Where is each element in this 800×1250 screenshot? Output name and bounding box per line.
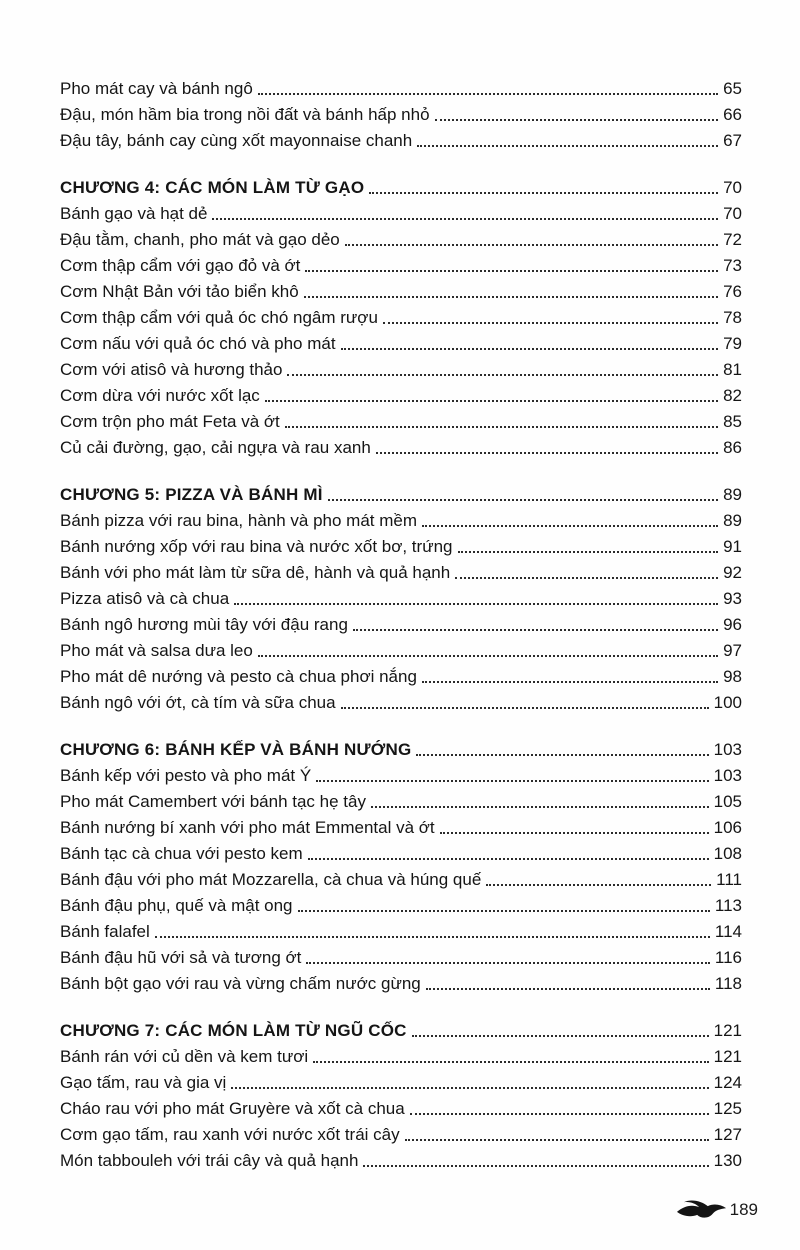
toc-entry-page: 124 xyxy=(713,1073,742,1092)
chapter-heading-title: CHƯƠNG 7: CÁC MÓN LÀM TỪ NGŨ CỐC xyxy=(60,1021,407,1040)
dot-leader xyxy=(341,348,719,350)
dot-leader xyxy=(313,1061,708,1063)
dot-leader xyxy=(440,832,709,834)
toc-entry-title: Cơm nấu với quả óc chó và pho mát xyxy=(60,334,336,353)
toc-entry-page: 89 xyxy=(723,511,742,530)
toc-entry-page: 73 xyxy=(723,256,742,275)
toc-entry xyxy=(60,917,742,943)
toc-entry-page: 96 xyxy=(723,615,742,634)
toc-entry xyxy=(60,891,742,917)
toc-entry-page: 98 xyxy=(723,667,742,686)
toc-entry-title: Pho mát và salsa dưa leo xyxy=(60,641,253,660)
toc-entry xyxy=(60,662,742,688)
dot-leader xyxy=(486,884,711,886)
toc-entry-title: Củ cải đường, gạo, cải ngựa và rau xanh xyxy=(60,438,371,457)
toc-entry xyxy=(60,126,742,152)
toc-entry xyxy=(60,1042,742,1068)
chapter-heading-page: 121 xyxy=(713,1021,742,1040)
dot-leader xyxy=(285,426,718,428)
toc-entry xyxy=(60,251,742,277)
dot-leader xyxy=(371,806,709,808)
toc-entry xyxy=(60,1120,742,1146)
toc-entry xyxy=(60,688,742,714)
toc-entry-title: Bánh đậu phụ, quế và mật ong xyxy=(60,896,293,915)
dot-leader xyxy=(304,296,718,298)
dot-leader xyxy=(458,551,719,553)
toc-entry-page: 65 xyxy=(723,79,742,98)
toc-entry xyxy=(60,329,742,355)
toc-entry-title: Cơm gạo tấm, rau xanh với nước xốt trái cây xyxy=(60,1125,400,1144)
toc-entry xyxy=(60,610,742,636)
toc-entry-page: 85 xyxy=(723,412,742,431)
dot-leader xyxy=(341,707,709,709)
dot-leader xyxy=(258,655,718,657)
toc-entry-page: 92 xyxy=(723,563,742,582)
toc-entry xyxy=(60,787,742,813)
toc-entry-page: 127 xyxy=(713,1125,742,1144)
toc-entry-title: Bánh kếp với pesto và pho mát Ý xyxy=(60,766,312,785)
toc-entry xyxy=(60,506,742,532)
toc-entry-title: Pho mát Camembert với bánh tạc hẹ tây xyxy=(60,792,366,811)
dot-leader xyxy=(287,374,718,376)
toc-entry xyxy=(60,355,742,381)
chapter-heading-row xyxy=(60,1016,742,1042)
toc-entry-title: Bánh với pho mát làm từ sữa dê, hành và quả hạnh xyxy=(60,563,451,582)
toc-entry xyxy=(60,813,742,839)
dot-leader xyxy=(410,1113,709,1115)
toc-entry-title: Cơm dừa với nước xốt lạc xyxy=(60,386,260,405)
toc-entry-title: Cháo rau với pho mát Gruyère và xốt cà chua xyxy=(60,1099,405,1118)
toc-entry-page: 67 xyxy=(723,131,742,150)
toc-entry xyxy=(60,1094,742,1120)
toc-entry-page: 118 xyxy=(714,974,742,993)
dot-leader xyxy=(405,1139,709,1141)
toc-entry-title: Pho mát cay và bánh ngô xyxy=(60,79,253,98)
toc-entry-title: Bánh nướng xốp với rau bina và nước xốt bơ, trứng xyxy=(60,537,453,556)
toc-entry-title: Món tabbouleh với trái cây và quả hạnh xyxy=(60,1151,359,1170)
toc-entry xyxy=(60,407,742,433)
toc-entry xyxy=(60,969,742,995)
dot-leader xyxy=(435,119,719,121)
toc-entry xyxy=(60,584,742,610)
dot-leader xyxy=(363,1165,708,1167)
toc-entry-title: Pizza atisô và cà chua xyxy=(60,589,230,608)
toc-entry-page: 103 xyxy=(713,766,742,785)
toc-entry-title: Bánh đậu hũ với sả và tương ớt xyxy=(60,948,302,967)
dot-leader xyxy=(258,93,718,95)
dot-leader xyxy=(308,858,709,860)
toc-entry xyxy=(60,74,742,100)
toc-entry-title: Cơm với atisô và hương thảo xyxy=(60,360,283,379)
dot-leader xyxy=(416,754,708,756)
toc-entry-page: 116 xyxy=(714,948,742,967)
dot-leader xyxy=(316,780,708,782)
toc-entry-page: 113 xyxy=(714,896,742,915)
toc-entry xyxy=(60,199,742,225)
page-number: 189 xyxy=(729,1200,758,1219)
dot-leader xyxy=(328,499,718,501)
toc-entry-title: Cơm thập cẩm với quả óc chó ngâm rượu xyxy=(60,308,378,327)
toc-entry-title: Cơm thập cẩm với gạo đỏ và ớt xyxy=(60,256,301,275)
dot-leader xyxy=(234,603,718,605)
toc-entry xyxy=(60,761,742,787)
toc-entry xyxy=(60,225,742,251)
toc-entry-page: 76 xyxy=(723,282,742,301)
toc-entry-page: 66 xyxy=(723,105,742,124)
toc-entry-page: 106 xyxy=(713,818,742,837)
toc-entry-title: Bánh pizza với rau bina, hành và pho mát mềm xyxy=(60,511,418,530)
toc-entry-title: Cơm trộn pho mát Feta và ớt xyxy=(60,412,280,431)
toc-entry-page: 114 xyxy=(714,922,742,941)
toc-entry xyxy=(60,636,742,662)
toc-entry-page: 79 xyxy=(723,334,742,353)
chapter-heading-page: 70 xyxy=(723,178,742,197)
chapter-heading-page: 103 xyxy=(713,740,742,759)
toc-entry-page: 105 xyxy=(713,792,742,811)
toc-entry-page: 72 xyxy=(723,230,742,249)
toc-entry-page: 125 xyxy=(713,1099,742,1118)
page-footer xyxy=(676,1200,758,1220)
toc-entry xyxy=(60,303,742,329)
toc-entry xyxy=(60,100,742,126)
toc-entry-page: 91 xyxy=(723,537,742,556)
toc-entry-page: 70 xyxy=(723,204,742,223)
dot-leader xyxy=(455,577,718,579)
toc-entry-page: 97 xyxy=(723,641,742,660)
dot-leader xyxy=(422,525,718,527)
toc-section xyxy=(60,480,742,714)
bird-ornament-icon xyxy=(676,1200,728,1220)
toc-entry-title: Bánh rán với củ dền và kem tươi xyxy=(60,1047,309,1066)
toc-entry-title: Cơm Nhật Bản với tảo biển khô xyxy=(60,282,299,301)
toc-entry-page: 111 xyxy=(716,870,742,889)
toc-entry-title: Bánh ngô hương mùi tây với đậu rang xyxy=(60,615,348,634)
chapter-heading-row xyxy=(60,173,742,199)
toc-entry-title: Bánh bột gạo với rau và vừng chấm nước gừng xyxy=(60,974,421,993)
toc-entry-page: 108 xyxy=(713,844,742,863)
dot-leader xyxy=(422,681,718,683)
toc-section xyxy=(60,1016,742,1172)
toc-entry-title: Đậu tây, bánh cay cùng xốt mayonnaise chanh xyxy=(60,131,413,150)
toc-entry xyxy=(60,865,742,891)
chapter-heading-title: CHƯƠNG 6: BÁNH KẾP VÀ BÁNH NƯỚNG xyxy=(60,740,412,759)
dot-leader xyxy=(426,988,710,990)
toc-entry-page: 86 xyxy=(723,438,742,457)
toc-entry-title: Bánh đậu với pho mát Mozzarella, cà chua và húng quế xyxy=(60,870,482,889)
toc-section xyxy=(60,735,742,995)
toc-entry-title: Bánh tạc cà chua với pesto kem xyxy=(60,844,303,863)
chapter-heading-row xyxy=(60,480,742,506)
dot-leader xyxy=(383,322,718,324)
dot-leader xyxy=(212,218,718,220)
dot-leader xyxy=(305,270,718,272)
chapter-heading-title: CHƯƠNG 4: CÁC MÓN LÀM TỪ GẠO xyxy=(60,178,365,197)
dot-leader xyxy=(376,452,718,454)
toc-entry xyxy=(60,1068,742,1094)
toc-entry-page: 78 xyxy=(723,308,742,327)
toc-entry-page: 82 xyxy=(723,386,742,405)
dot-leader xyxy=(345,244,718,246)
dot-leader xyxy=(231,1087,708,1089)
toc-entry xyxy=(60,558,742,584)
dot-leader xyxy=(298,910,710,912)
toc-entry xyxy=(60,433,742,459)
toc-entry-page: 100 xyxy=(713,693,742,712)
toc-entry-title: Pho mát dê nướng và pesto cà chua phơi nắng xyxy=(60,667,417,686)
toc-entry xyxy=(60,277,742,303)
toc-entry xyxy=(60,1146,742,1172)
toc-entry-page: 81 xyxy=(723,360,742,379)
chapter-heading-page: 89 xyxy=(723,485,742,504)
toc-entry-title: Bánh nướng bí xanh với pho mát Emmental và ớt xyxy=(60,818,435,837)
toc-entry-page: 130 xyxy=(713,1151,742,1170)
toc-entry xyxy=(60,381,742,407)
toc-entry-page: 121 xyxy=(713,1047,742,1066)
toc-entry-title: Đậu tằm, chanh, pho mát và gạo dẻo xyxy=(60,230,340,249)
toc-entry-title: Bánh ngô với ớt, cà tím và sữa chua xyxy=(60,693,336,712)
dot-leader xyxy=(155,936,710,938)
dot-leader xyxy=(369,192,718,194)
dot-leader xyxy=(265,400,718,402)
toc-section xyxy=(60,173,742,459)
toc-sections xyxy=(60,74,742,1172)
dot-leader xyxy=(353,629,718,631)
dot-leader xyxy=(412,1035,709,1037)
chapter-heading-row xyxy=(60,735,742,761)
toc-entry-title: Bánh gạo và hạt dẻ xyxy=(60,204,208,223)
chapter-heading-title: CHƯƠNG 5: PIZZA VÀ BÁNH MÌ xyxy=(60,485,323,504)
dot-leader xyxy=(417,145,718,147)
toc-entry-title: Bánh falafel xyxy=(60,922,150,941)
toc-entry-title: Gạo tấm, rau và gia vị xyxy=(60,1073,227,1092)
toc-entry xyxy=(60,943,742,969)
toc-section xyxy=(60,74,742,152)
toc-entry xyxy=(60,532,742,558)
toc-entry-title: Đậu, món hầm bia trong nồi đất và bánh hấp nhỏ xyxy=(60,105,430,124)
toc-entry-page: 93 xyxy=(723,589,742,608)
dot-leader xyxy=(306,962,709,964)
toc-entry xyxy=(60,839,742,865)
